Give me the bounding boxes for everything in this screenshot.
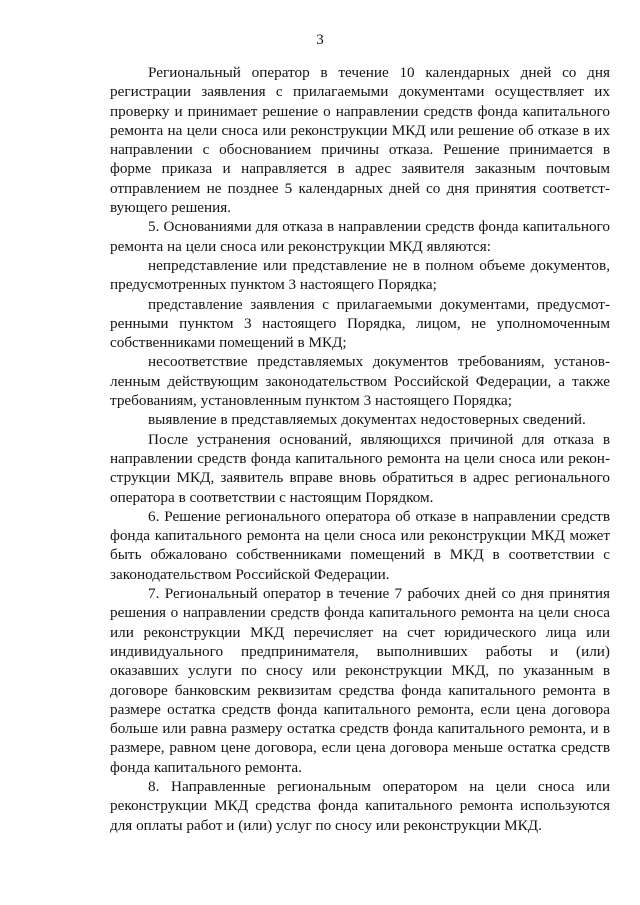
paragraph-5-refusal-grounds: 5. Основаниями для отказа в направлении средств фонда капитального ремонта на цели сноса или реконструкции МКД являются: xyxy=(110,218,610,255)
refusal-ground-false-information: выявление в представляемых документах недостоверных сведений. xyxy=(148,411,586,429)
paragraph-reapplication: После устранения оснований, являющихся причиной для отказа в направлении средств фонда капитального ремонта на цели сноса или реконструкции МКД, заявитель вправе вновь обратиться в адрес регионального оператора в соответствии с настоящим Порядком. xyxy=(110,430,610,506)
refusal-ground-unauthorized-person: представление заявления с прилагаемыми документами, предусмотренными пунктом 3 настоящего Порядка, лицом, не уполномоченным собственниками помещений в МКД; xyxy=(110,295,610,352)
paragraph-regional-operator-review: Региональный оператор в течение 10 календарных дней со дня регистрации заявления с прилагаемыми документами осуществляет их проверку и принимает решение о направлении средств фонда капитального ремонта на цели сноса или реконструкции МКД или решение об отказе в их направлении с обоснованием причины отказа. Решение принимается в форме приказа и направляется в адрес заявителя заказным почтовым отправлением не позднее 5 календарных дней со дня принятия соответствующего решения. xyxy=(110,64,610,217)
paragraph-6-appeal: 6. Решение регионального оператора об отказе в направлении средств фонда капитального ремонта на цели сноса или реконструкции МКД может быть обжаловано собственниками помещений в МКД в соответствии с законодательством Российской Федерации. xyxy=(110,507,610,583)
document-body xyxy=(110,63,610,835)
paragraph-8-funds-usage: 8. Направленные региональным оператором на цели сноса или реконструкции МКД средства фонда капитального ремонта используются для оплаты работ и (или) услуг по сносу или реконструкции МКД. xyxy=(110,777,610,834)
page-number: 3 xyxy=(316,32,324,48)
refusal-ground-incomplete-documents: непредставление или представление не в полном объеме документов, предусмотренных пунктом 3 настоящего Порядка; xyxy=(110,256,610,294)
refusal-ground-noncompliance: несоответствие представляемых документов требованиям, установленным действующим законодательством Российской Федерации, а также требованиям, установленным пунктом 3 настоящего Порядка; xyxy=(110,353,610,410)
paragraph-7-funds-transfer: 7. Региональный оператор в течение 7 рабочих дней со дня принятия решения о направлении средств фонда капитального ремонта на цели сноса или реконструкции МКД перечисляет на счет юридического лица или индивидуального предпринимателя, выполнивших работы и (или) оказавших услуги по сносу или реконструкции МКД, по указанным в договоре банковским реквизитам средства фонда капитального ремонта в размере остатка средств фонда капитального ремонта, если цена договора больше или равна размеру остатка средств фонда капитального ремонта, и в размере, равном цене договора, если цена договора меньше остатка средств фонда капитального ремонта. xyxy=(110,585,610,776)
